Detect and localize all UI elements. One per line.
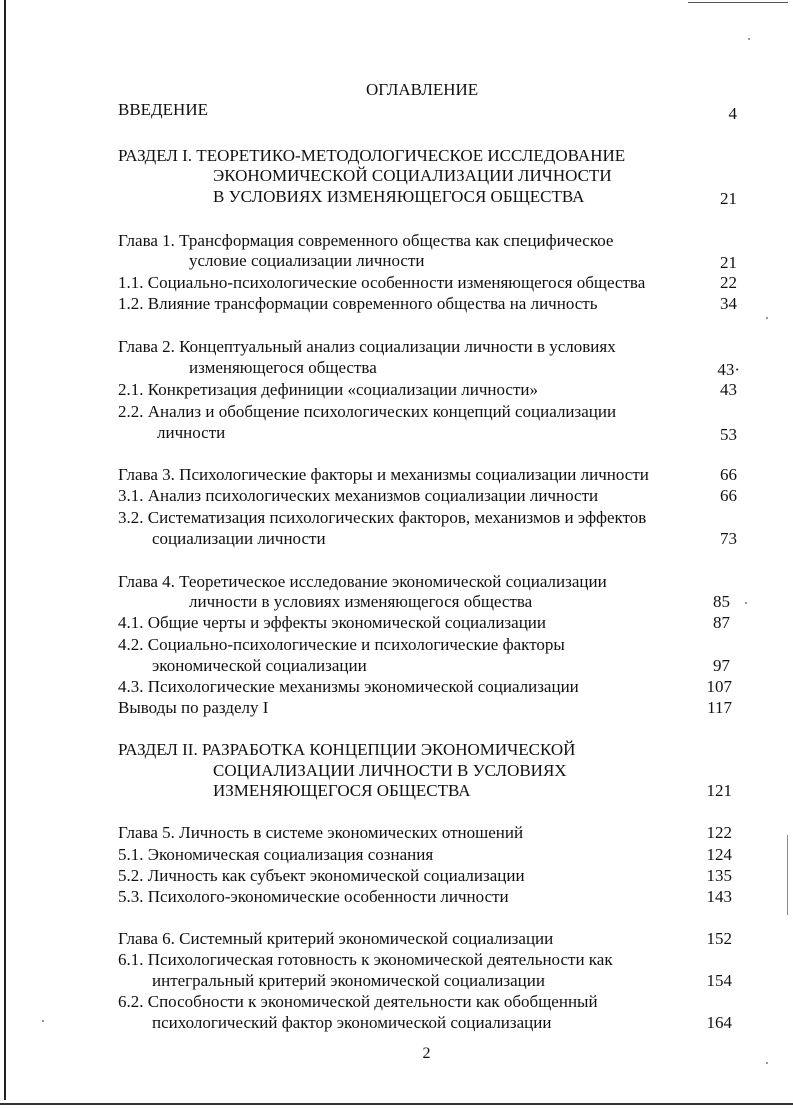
toc-ch4-page: 85: [713, 592, 730, 611]
toc-ch6-2-page: 164: [706, 1013, 732, 1032]
toc-ch3-1-label: 3.1. Анализ психологических механизмов социализации личности: [118, 486, 599, 505]
scan-border-top: [688, 2, 788, 3]
scan-speck: [748, 38, 750, 40]
toc-section1-page: 21: [720, 189, 737, 208]
toc-ch3-2-line2: социализации личности: [152, 529, 326, 548]
scan-speck: [766, 317, 768, 319]
toc-ch1-line2: условие социализации личности: [189, 251, 425, 270]
toc-ch5-1-label: 5.1. Экономическая социализация сознания: [118, 845, 434, 864]
toc-ch3-2-line1: 3.2. Систематизация психологических факторов, механизмов и эффектов: [118, 508, 647, 527]
toc-ch2-2-page: 53: [720, 425, 737, 444]
toc-title: ОГЛАВЛЕНИЕ: [366, 80, 479, 99]
toc-ch3-page: 66: [720, 465, 737, 484]
toc-ch1-2-page: 34: [720, 294, 737, 313]
toc-ch1-line1: Глава 1. Трансформация современного общества как специфическое: [118, 231, 614, 250]
toc-section2-page: 121: [706, 781, 732, 800]
toc-ch5-2-label: 5.2. Личность как субъект экономической социализации: [118, 866, 525, 885]
toc-ch6-2-line1: 6.2. Способности к экономической деятельности как обобщенный: [118, 992, 598, 1011]
toc-ch4-1-page: 87: [713, 613, 730, 632]
toc-section1-line1: РАЗДЕЛ I. ТЕОРЕТИКО-МЕТОДОЛОГИЧЕСКОЕ ИССЛЕДОВАНИЕ: [118, 146, 626, 165]
toc-ch3-2-page: 73: [720, 529, 737, 548]
toc-intro-label: ВВЕДЕНИЕ: [118, 100, 208, 119]
toc-ch5-page: 122: [706, 823, 732, 842]
toc-ch4-line1: Глава 4. Теоретическое исследование экономической социализации: [118, 572, 607, 591]
toc-ch6-1-line2: интегральный критерий экономической социализации: [152, 971, 545, 990]
toc-ch6-page: 152: [706, 929, 732, 948]
toc-ch2-2-line1: 2.2. Анализ и обобщение психологических концепций социализации: [118, 402, 617, 421]
toc-section1-line3: В УСЛОВИЯХ ИЗМЕНЯЮЩЕГОСЯ ОБЩЕСТВА: [213, 187, 585, 206]
toc-ch4-2-line1: 4.2. Социально-психологические и психологические факторы: [118, 635, 565, 654]
toc-ch4-1-label: 4.1. Общие черты и эффекты экономической социализации: [118, 613, 546, 632]
toc-ch2-line1: Глава 2. Концептуальный анализ социализации личности в условиях: [118, 337, 616, 356]
toc-ch5-2-page: 135: [706, 866, 732, 885]
toc-ch5-1-page: 124: [706, 845, 732, 864]
toc-ch1-1-label: 1.1. Социально-психологические особенности изменяющегося общества: [118, 273, 646, 292]
scan-border-left: [4, 0, 6, 1100]
toc-ch1-1-page: 22: [720, 273, 737, 292]
toc-ch4-2-page: 97: [713, 656, 730, 675]
toc-ch2-1-label: 2.1. Конкретизация дефиниции «социализации личности»: [118, 380, 538, 399]
scan-border-right: [787, 835, 788, 915]
toc-ch5-label: Глава 5. Личность в системе экономических отношений: [118, 823, 524, 842]
toc-ch4-line2: личности в условиях изменяющегося общества: [189, 592, 533, 611]
toc-ch1-page: 21: [720, 253, 737, 272]
toc-summary1-label: Выводы по разделу I: [118, 698, 269, 717]
toc-section1-line2: ЭКОНОМИЧЕСКОЙ СОЦИАЛИЗАЦИИ ЛИЧНОСТИ: [213, 166, 612, 185]
toc-ch4-3-page: 107: [706, 677, 732, 696]
toc-ch2-1-page: 43: [720, 380, 737, 399]
toc-ch1-2-label: 1.2. Влияние трансформации современного общества на личность: [118, 294, 598, 313]
toc-section2-line3: ИЗМЕНЯЮЩЕГОСЯ ОБЩЕСТВА: [213, 781, 471, 800]
toc-ch6-1-line1: 6.1. Психологическая готовность к экономической деятельности как: [118, 950, 613, 969]
toc-ch3-1-page: 66: [720, 486, 737, 505]
toc-ch6-2-line2: психологический фактор экономической социализации: [152, 1013, 552, 1032]
toc-intro-page: 4: [728, 104, 737, 123]
toc-ch6-1-page: 154: [706, 971, 732, 990]
toc-ch5-3-label: 5.3. Психолого-экономические особенности личности: [118, 887, 509, 906]
toc-section2-line1: РАЗДЕЛ II. РАЗРАБОТКА КОНЦЕПЦИИ ЭКОНОМИЧЕСКОЙ: [118, 740, 576, 759]
toc-ch2-2-line2: личности: [157, 423, 226, 442]
toc-section2-line2: СОЦИАЛИЗАЦИИ ЛИЧНОСТИ В УСЛОВИЯХ: [213, 761, 567, 780]
toc-ch2-page: 43·: [717, 360, 740, 379]
scan-border-bottom: [0, 1103, 793, 1105]
scan-speck: [745, 602, 747, 604]
toc-ch6-label: Глава 6. Системный критерий экономической социализации: [118, 929, 554, 948]
scan-speck: [42, 1020, 44, 1022]
toc-summary1-page: 117: [707, 698, 732, 717]
toc-ch3-label: Глава 3. Психологические факторы и механизмы социализации личности: [118, 465, 649, 484]
toc-ch4-3-label: 4.3. Психологические механизмы экономической социализации: [118, 677, 579, 696]
toc-ch2-line2: изменяющегося общества: [189, 358, 377, 377]
page-number: 2: [422, 1045, 431, 1062]
toc-ch5-3-page: 143: [706, 887, 732, 906]
toc-ch4-2-line2: экономической социализации: [152, 656, 367, 675]
